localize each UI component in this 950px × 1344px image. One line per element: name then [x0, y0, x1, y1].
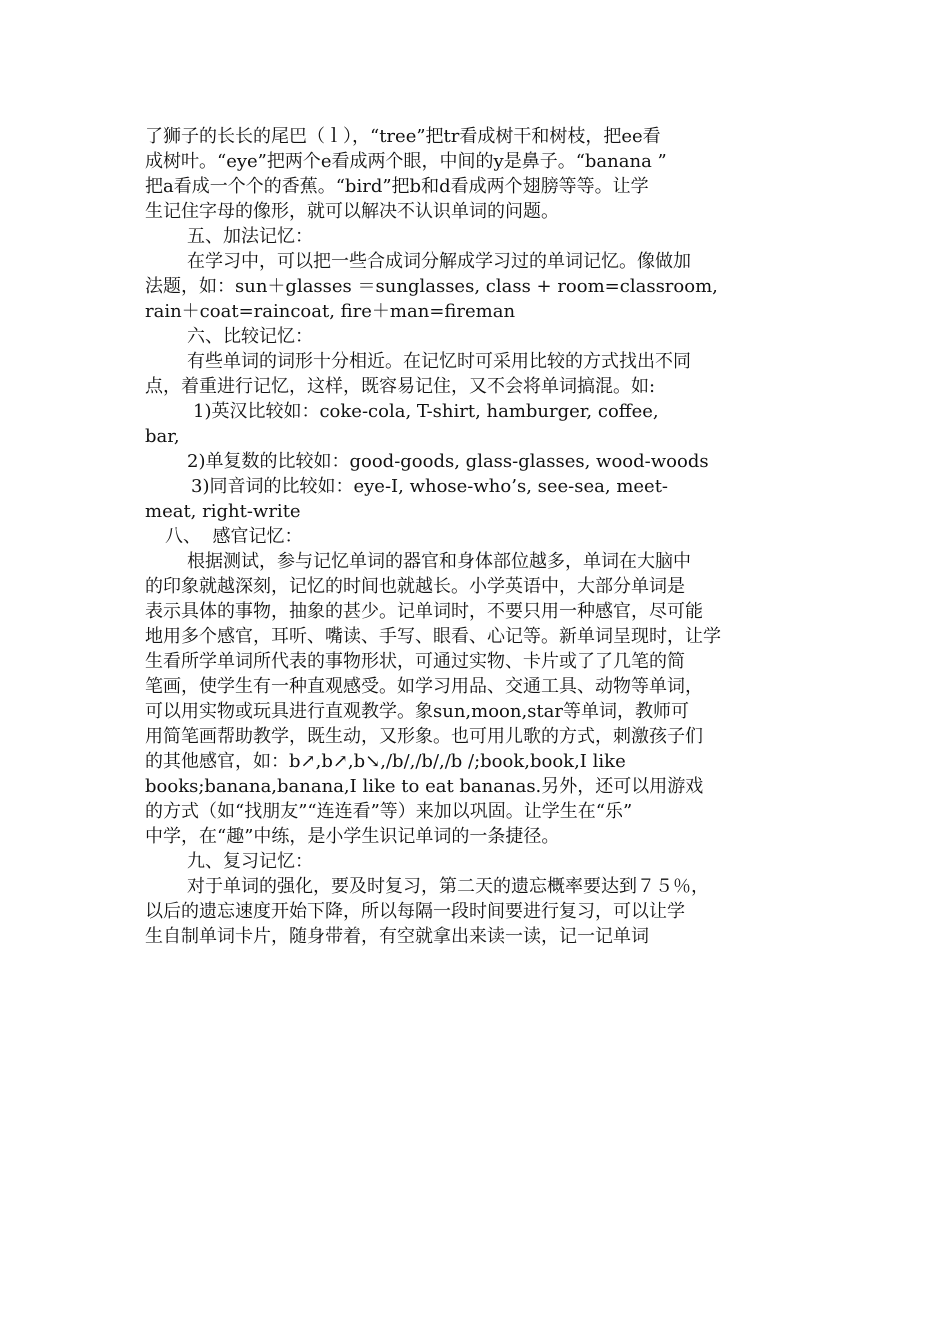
paragraph-line: 笔画，使学生有一种直观感受。如学习用品、交通工具、动物等单词，: [145, 676, 703, 697]
paragraph-line: books;banana,banana,I like to eat bananas.另外，还可以用游戏: [145, 776, 704, 797]
paragraph-line: rain＋coat=raincoat, fire＋man=fireman: [145, 301, 516, 322]
paragraph-line: 的方式（如“找朋友”“连连看”等）来加以巩固。让学生在“乐”: [145, 801, 633, 822]
list-item: 3)同音词的比较如：eye-I, whose-who’s, see-sea, meet-: [191, 476, 669, 497]
paragraph-line: 地用多个感官，耳听、嘴读、手写、眼看、心记等。新单词呈现时，让学: [145, 626, 721, 647]
paragraph-line: 生自制单词卡片，随身带着，有空就拿出来读一读，记一记单词: [145, 926, 649, 947]
list-item: 1)英汉比较如：coke-cola, T-shirt, hamburger, coffee,: [193, 401, 659, 422]
paragraph-line: 的印象就越深刻，记忆的时间也就越长。小学英语中，大部分单词是: [145, 576, 685, 597]
paragraph-line: 的其他感官，如：b↗,b↗,b↘,/b/,/b/,/b /;book,book,I like: [145, 751, 626, 772]
list-item: 2)单复数的比较如：good-goods, glass-glasses, wood-woods: [187, 451, 709, 472]
paragraph-line: 法题，如：sun＋glasses ＝sunglasses, class + room=classroom,: [145, 276, 718, 297]
section-heading-senses: 八、 感官记忆：: [165, 526, 303, 547]
section-heading-review: 九、复习记忆：: [187, 851, 313, 872]
paragraph-line: 对于单词的强化，要及时复习，第二天的遗忘概率要达到７５％，: [187, 876, 709, 897]
paragraph-line: 以后的遗忘速度开始下降，所以每隔一段时间要进行复习，可以让学: [145, 901, 685, 922]
paragraph-line: 生看所学单词所代表的事物形状，可通过实物、卡片或了了几笔的简: [145, 651, 685, 672]
paragraph-line: 点，着重进行记忆，这样，既容易记住，又不会将单词搞混。如:: [145, 376, 656, 397]
section-heading-addition: 五、加法记忆：: [187, 226, 313, 247]
paragraph-line: 中学，在“趣”中练，是小学生识记单词的一条捷径。: [145, 826, 560, 847]
list-item-continuation: meat, right-write: [145, 501, 301, 522]
list-item-continuation: bar,: [145, 426, 180, 447]
paragraph-line: 根据测试，参与记忆单词的器官和身体部位越多，单词在大脑中: [187, 551, 691, 572]
paragraph-line: 把a看成一个个的香蕉。“bird”把b和d看成两个翅膀等等。让学: [145, 176, 649, 197]
paragraph-line: 了狮子的长长的尾巴（ｌ），“tree”把tr看成树干和树枝，把ee看: [145, 126, 661, 147]
document-body: [145, 124, 810, 949]
paragraph-line: 表示具体的事物，抽象的甚少。记单词时，不要只用一种感官，尽可能: [145, 601, 703, 622]
paragraph-line: 用简笔画帮助教学，既生动，又形象。也可用儿歌的方式，刺激孩子们: [145, 726, 703, 747]
paragraph-line: 可以用实物或玩具进行直观教学。象sun,moon,star等单词，教师可: [145, 701, 690, 722]
paragraph-line: 在学习中，可以把一些合成词分解成学习过的单词记忆。像做加: [187, 251, 691, 272]
section-heading-comparison: 六、比较记忆：: [187, 326, 313, 347]
paragraph-line: 生记住字母的像形，就可以解决不认识单词的问题。: [145, 201, 559, 222]
paragraph-line: 有些单词的词形十分相近。在记忆时可采用比较的方式找出不同: [187, 351, 691, 372]
paragraph-line: 成树叶。“eye”把两个e看成两个眼，中间的y是鼻子。“banana ”: [145, 151, 667, 172]
